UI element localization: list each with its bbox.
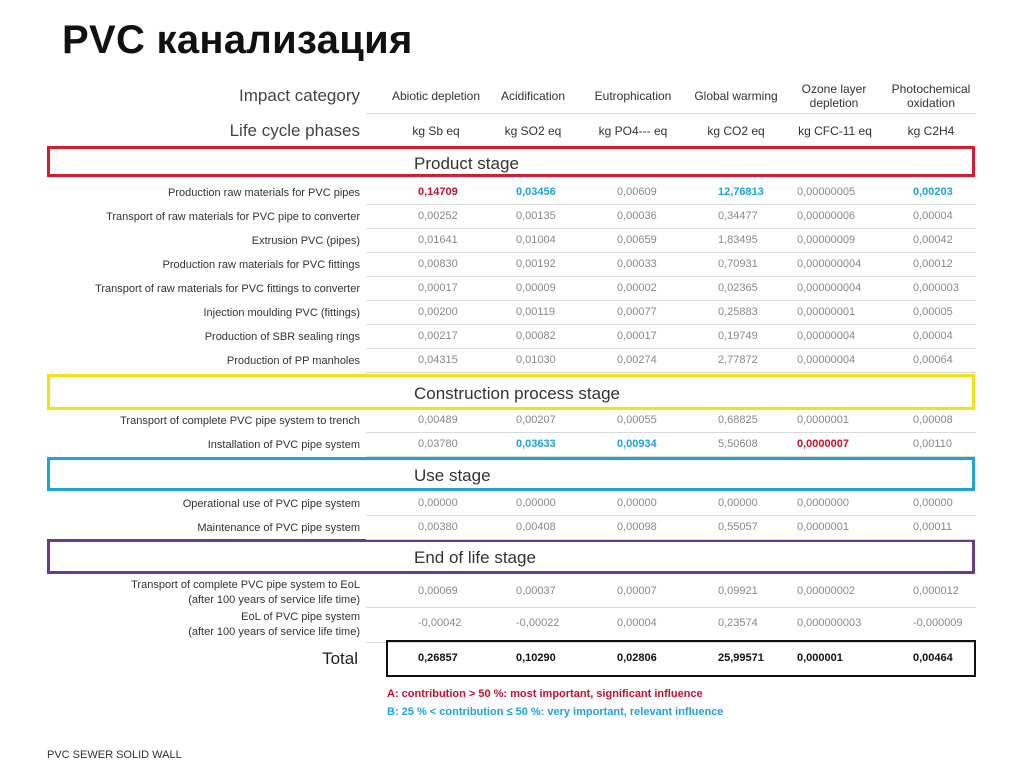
table-cell: 0,00000004: [797, 330, 856, 342]
product-stage-box: [47, 146, 975, 177]
table-cell: 0,000000004: [797, 258, 862, 270]
col-header-photochemical: Photochemical oxidation: [891, 82, 971, 110]
row-divider: [366, 228, 976, 229]
table-cell: 0,03780: [418, 438, 458, 450]
table-cell: 0,00000005: [797, 186, 856, 198]
row-divider: [366, 515, 976, 516]
row-divider: [366, 204, 976, 205]
table-cell: 0,00007: [617, 585, 657, 597]
unit-eutrophication: kg PO4--- eq: [598, 124, 668, 138]
life-cycle-phases-label: Life cycle phases: [229, 121, 360, 140]
row-label: Transport of complete PVC pipe system to trench: [120, 415, 360, 427]
table-cell: 0,00017: [418, 282, 458, 294]
table-cell: 0,00000: [617, 497, 657, 509]
table-cell: 0,00042: [913, 234, 953, 246]
unit-abiotic: kg Sb eq: [412, 124, 460, 138]
table-cell: 0,14709: [418, 186, 458, 198]
table-cell: 0,00055: [617, 414, 657, 426]
table-cell: 0,00408: [516, 521, 556, 533]
table-cell: 0,0000001: [797, 414, 849, 426]
table-cell: 0,00380: [418, 521, 458, 533]
table-cell: 0,01004: [516, 234, 556, 246]
total-cell: 0,000001: [797, 652, 843, 664]
row-label: Production of PP manholes: [226, 355, 360, 367]
table-cell: 0,00830: [418, 258, 458, 270]
table-cell: 0,00000: [418, 497, 458, 509]
table-cell: 0,23574: [718, 617, 758, 629]
row-label: Transport of raw materials for PVC pipe to converter: [106, 211, 360, 223]
col-header-ozone: Ozone layer depletion: [801, 82, 867, 110]
table-cell: -0,00022: [516, 617, 560, 629]
table-cell: 0,00135: [516, 210, 556, 222]
table-cell: 0,00203: [913, 186, 953, 198]
table-cell: 0,00004: [913, 210, 953, 222]
row-divider: [366, 324, 976, 325]
table-cell: 0,00000009: [797, 234, 856, 246]
footer-text: PVC SEWER SOLID WALL: [47, 749, 182, 761]
table-cell: 5,50608: [718, 438, 758, 450]
impact-category-label: Impact category: [239, 86, 360, 105]
row-label: Production raw materials for PVC fittings: [162, 259, 360, 271]
table-cell: 0,00659: [617, 234, 657, 246]
total-cell: 0,00464: [913, 652, 953, 664]
end-of-life-stage-label: End of life stage: [414, 548, 536, 567]
table-cell: 0,68825: [718, 414, 758, 426]
table-cell: 0,000003: [913, 282, 959, 294]
table-cell: 0,000000003: [797, 617, 862, 629]
table-cell: 0,00036: [617, 210, 657, 222]
table-cell: 0,00192: [516, 258, 556, 270]
end-of-life-stage-box: [47, 539, 975, 574]
row-label: Extrusion PVC (pipes): [251, 235, 360, 247]
col-header-acidification: Acidification: [500, 89, 566, 103]
table-cell: 0,00011: [913, 521, 952, 533]
total-cell: 0,10290: [516, 652, 556, 664]
table-cell: 0,00274: [617, 354, 657, 366]
construction-stage-box: [47, 374, 975, 410]
table-cell: 2,77872: [718, 354, 758, 366]
table-cell: 0,00064: [913, 354, 953, 366]
table-cell: 0,19749: [718, 330, 758, 342]
use-stage-box: [47, 457, 975, 491]
table-cell: 0,0000000: [797, 497, 849, 509]
col-header-eutrophication: Eutrophication: [594, 89, 672, 103]
table-cell: 0,00004: [913, 330, 953, 342]
product-stage-label: Product stage: [414, 154, 519, 173]
table-cell: 0,34477: [718, 210, 758, 222]
unit-ozone: kg CFC-11 eq: [798, 124, 872, 138]
unit-global-warming: kg CO2 eq: [707, 124, 765, 138]
table-cell: 0,00934: [617, 438, 657, 450]
table-cell: 0,00082: [516, 330, 556, 342]
table-cell: 0,00004: [617, 617, 657, 629]
unit-photochemical: kg C2H4: [907, 124, 955, 138]
table-cell: 0,00069: [418, 585, 458, 597]
table-cell: 0,00200: [418, 306, 458, 318]
total-label: Total: [322, 649, 358, 668]
table-cell: 0,0000001: [797, 521, 849, 533]
row-divider: [366, 252, 976, 253]
row-label: Production raw materials for PVC pipes: [168, 187, 360, 199]
row-label: Installation of PVC pipe system: [207, 439, 360, 451]
table-cell: 0,00009: [516, 282, 556, 294]
row-divider: [366, 300, 976, 301]
table-cell: 0,00489: [418, 414, 458, 426]
legend-a: A: contribution > 50 %: most important, significant influence: [387, 688, 703, 700]
row-label: EoL of PVC pipe system: [241, 611, 360, 623]
construction-stage-label: Construction process stage: [414, 384, 620, 403]
table-cell: 0,00252: [418, 210, 458, 222]
row-divider: [366, 432, 976, 433]
row-divider: [366, 276, 976, 277]
table-cell: 12,76813: [718, 186, 764, 198]
table-cell: 0,01641: [418, 234, 458, 246]
table-cell: 0,00008: [913, 414, 953, 426]
use-stage-label: Use stage: [414, 466, 491, 485]
table-cell: 0,00037: [516, 585, 556, 597]
table-cell: 1,83495: [718, 234, 758, 246]
row-label: Production of SBR sealing rings: [204, 331, 360, 343]
row-label: Transport of raw materials for PVC fittings to converter: [95, 283, 360, 295]
table-cell: 0,00012: [913, 258, 953, 270]
row-label: Operational use of PVC pipe system: [182, 498, 360, 510]
col-header-global-warming: Global warming: [694, 89, 778, 103]
table-cell: 0,25883: [718, 306, 758, 318]
table-cell: -0,00042: [418, 617, 462, 629]
table-cell: 0,03633: [516, 438, 556, 450]
row-divider: [366, 372, 976, 373]
table-cell: 0,03456: [516, 186, 556, 198]
total-cell: 25,99571: [718, 652, 764, 664]
table-cell: 0,55057: [718, 521, 758, 533]
row-label: Maintenance of PVC pipe system: [197, 522, 360, 534]
table-cell: 0,00002: [617, 282, 657, 294]
total-cell: 0,26857: [418, 652, 458, 664]
table-cell: 0,00098: [617, 521, 657, 533]
row-label: Injection moulding PVC (fittings): [203, 307, 360, 319]
table-cell: 0,00005: [913, 306, 953, 318]
table-cell: 0,0000007: [797, 438, 849, 450]
table-cell: 0,00217: [418, 330, 458, 342]
table-cell: 0,00033: [617, 258, 657, 270]
table-cell: 0,04315: [418, 354, 458, 366]
row-label: Transport of complete PVC pipe system to EoL: [131, 579, 360, 591]
total-cell: 0,02806: [617, 652, 657, 664]
table-cell: 0,70931: [718, 258, 758, 270]
total-box: [386, 640, 976, 677]
table-cell: 0,00207: [516, 414, 556, 426]
table-cell: 0,00000001: [797, 306, 856, 318]
table-cell: 0,00119: [516, 306, 555, 318]
table-cell: 0,00000006: [797, 210, 856, 222]
table-cell: -0,000009: [913, 617, 963, 629]
row-divider: [366, 539, 976, 540]
table-cell: 0,02365: [718, 282, 758, 294]
table-cell: 0,00077: [617, 306, 657, 318]
col-header-abiotic: Abiotic depletion: [391, 89, 481, 103]
table-cell: 0,00000: [718, 497, 758, 509]
table-cell: 0,00000004: [797, 354, 856, 366]
table-cell: 0,00000002: [797, 585, 856, 597]
table-cell: 0,09921: [718, 585, 758, 597]
table-cell: 0,00017: [617, 330, 657, 342]
row-divider: [366, 348, 976, 349]
table-cell: 0,000000004: [797, 282, 862, 294]
row-divider: [366, 607, 976, 608]
page-title: PVC канализация: [62, 18, 413, 62]
table-cell: 0,00609: [617, 186, 657, 198]
table-cell: 0,01030: [516, 354, 556, 366]
row-label-sub: (after 100 years of service life time): [188, 594, 360, 606]
table-cell: 0,00000: [913, 497, 953, 509]
legend-b: B: 25 % < contribution ≤ 50 %: very important, relevant influence: [387, 706, 724, 718]
row-label-sub: (after 100 years of service life time): [188, 626, 360, 638]
unit-acidification: kg SO2 eq: [504, 124, 562, 138]
table-cell: 0,00110: [913, 438, 952, 450]
row-divider: [366, 456, 976, 457]
table-cell: 0,000012: [913, 585, 959, 597]
table-cell: 0,00000: [516, 497, 556, 509]
